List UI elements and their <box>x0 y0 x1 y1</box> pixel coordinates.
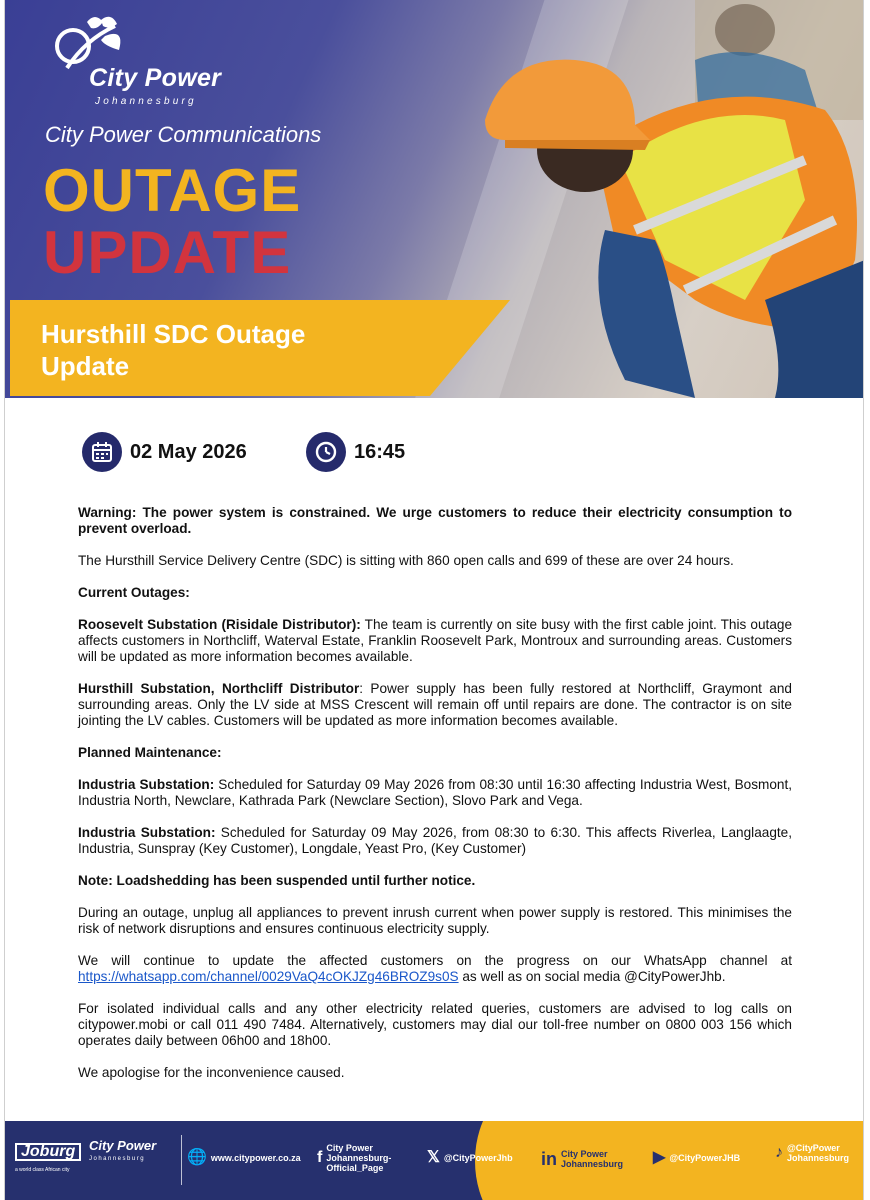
facebook-icon: f <box>317 1149 323 1166</box>
tiktok-icon: ♪ <box>775 1144 783 1161</box>
advice-text: During an outage, unplug all appliances to prevent inrush current when power supply is restored. This minimises the risk of network disruptions and ensures continuous electricity supply. <box>78 905 792 936</box>
city-power-logo-icon <box>45 10 245 110</box>
website-text: www.citypower.co.za <box>210 1153 301 1163</box>
linkedin-text: City Power Johannesburg <box>561 1149 624 1169</box>
time-block <box>306 432 405 472</box>
linkedin-link[interactable] <box>541 1149 641 1169</box>
planned-title: Industria Substation: <box>78 777 215 792</box>
planned-maintenance-heading: Planned Maintenance: <box>78 745 222 760</box>
outage-detail: : Power supply has been fully restored at Northcliff, Graymont and surrounding areas. Only the LV side at MSS Crescent will remain off until repairs are done. The contractor is on site jointing the LV cables. Customers will be updated as more information becomes available. <box>78 681 792 728</box>
hero-banner <box>5 0 863 398</box>
notice-body <box>78 505 792 1097</box>
current-outages-heading: Current Outages: <box>78 585 190 600</box>
tiktok-text: @CityPower Johannesburg <box>787 1143 850 1163</box>
headline-update: UPDATE <box>43 219 292 286</box>
loadshedding-note: Note: Loadshedding has been suspended until further notice. <box>78 873 476 888</box>
facebook-link[interactable] <box>317 1143 417 1173</box>
logo-text: City Power <box>89 64 222 92</box>
youtube-link[interactable] <box>653 1149 741 1166</box>
youtube-icon: ▶ <box>653 1149 666 1166</box>
x-icon: 𝕏 <box>427 1149 440 1166</box>
joburg-logo-text: Joburg <box>15 1143 81 1161</box>
website-link[interactable] <box>187 1149 301 1166</box>
outage-item-roosevelt <box>78 617 792 665</box>
intro-text: The Hursthill Service Delivery Centre (SDC) is sitting with 860 open calls and 699 of these are over 24 hours. <box>78 553 734 568</box>
planned-item-1 <box>78 777 792 809</box>
queries-text: For isolated individual calls and any other electricity related queries, customers are advised to log calls on citypower.mobi or call 011 490 7484. Alternatively, customers may dial our toll-free number on 0800 003 156 which operates daily between 06h00 and 18h00. <box>78 1001 792 1048</box>
whatsapp-pre: We will continue to update the affected customers on the progress on our WhatsApp channel at <box>78 953 792 968</box>
joburg-tagline: a world class African city <box>15 1167 70 1173</box>
planned-detail: Scheduled for Saturday 09 May 2026, from 08:30 to 6:30. This affects Riverlea, Langlaagte, Industria, Sunspray (Key Customer), Longdale, Yeast Pro, (Key Customer) <box>78 825 792 856</box>
x-link[interactable] <box>427 1149 513 1166</box>
linkedin-icon: in <box>541 1149 557 1169</box>
time-value: 16:45 <box>354 440 406 463</box>
page-title: Hursthill SDC Outage Update <box>41 319 306 381</box>
warning-text: Warning: The power system is constrained. We urge customers to reduce their electricity consumption to prevent overload. <box>78 505 792 536</box>
headline-outage: OUTAGE <box>43 157 302 224</box>
footer-divider <box>181 1135 182 1185</box>
youtube-text: @CityPowerJHB <box>669 1153 741 1163</box>
whatsapp-channel-link[interactable]: https://whatsapp.com/channel/0029VaQ4cOKJZg46BROZ9s0S <box>78 969 459 984</box>
x-text: @CityPowerJhb <box>443 1153 513 1163</box>
outage-title: Roosevelt Substation (Risidale Distributor): <box>78 617 361 632</box>
footer-city-power-logo <box>89 1138 157 1164</box>
facebook-text: City Power Johannesburg-Official_Page <box>326 1143 392 1173</box>
logo-subtext: Johannesburg <box>95 96 197 107</box>
date-block <box>82 432 247 472</box>
planned-title: Industria Substation: <box>78 825 216 840</box>
joburg-logo <box>15 1143 81 1175</box>
planned-item-2 <box>78 825 792 857</box>
communications-label: City Power Communications <box>45 122 322 147</box>
outage-title: Hursthill Substation, Northcliff Distributor <box>78 681 360 696</box>
date-value: 02 May 2026 <box>130 440 247 463</box>
globe-icon: 🌐 <box>187 1149 207 1166</box>
footer-logo-text: City Power <box>89 1138 157 1153</box>
whatsapp-post: as well as on social media @CityPowerJhb. <box>458 969 726 984</box>
clock-icon <box>306 432 346 472</box>
tiktok-link[interactable] <box>775 1143 861 1163</box>
outage-item-hursthill <box>78 681 792 729</box>
footer-bar <box>5 1121 863 1200</box>
calendar-icon <box>82 432 122 472</box>
whatsapp-paragraph <box>78 953 792 985</box>
planned-detail: Scheduled for Saturday 09 May 2026 from 08:30 until 16:30 affecting Industria West, Bosmont, Industria North, Newclare, Kathrada Park (Newclare Section), Slovo Park and Vega. <box>78 777 793 808</box>
outage-detail: The team is currently on site busy with the first cable joint. This outage affects customers in Northcliff, Waterval Estate, Franklin Roosevelt Park, Montroux and surrounding areas. Customers will be updated as more information becomes available. <box>78 617 793 664</box>
apology-text: We apologise for the inconvenience caused. <box>78 1065 345 1080</box>
footer-logo-sub: Johannesburg <box>89 1156 146 1162</box>
